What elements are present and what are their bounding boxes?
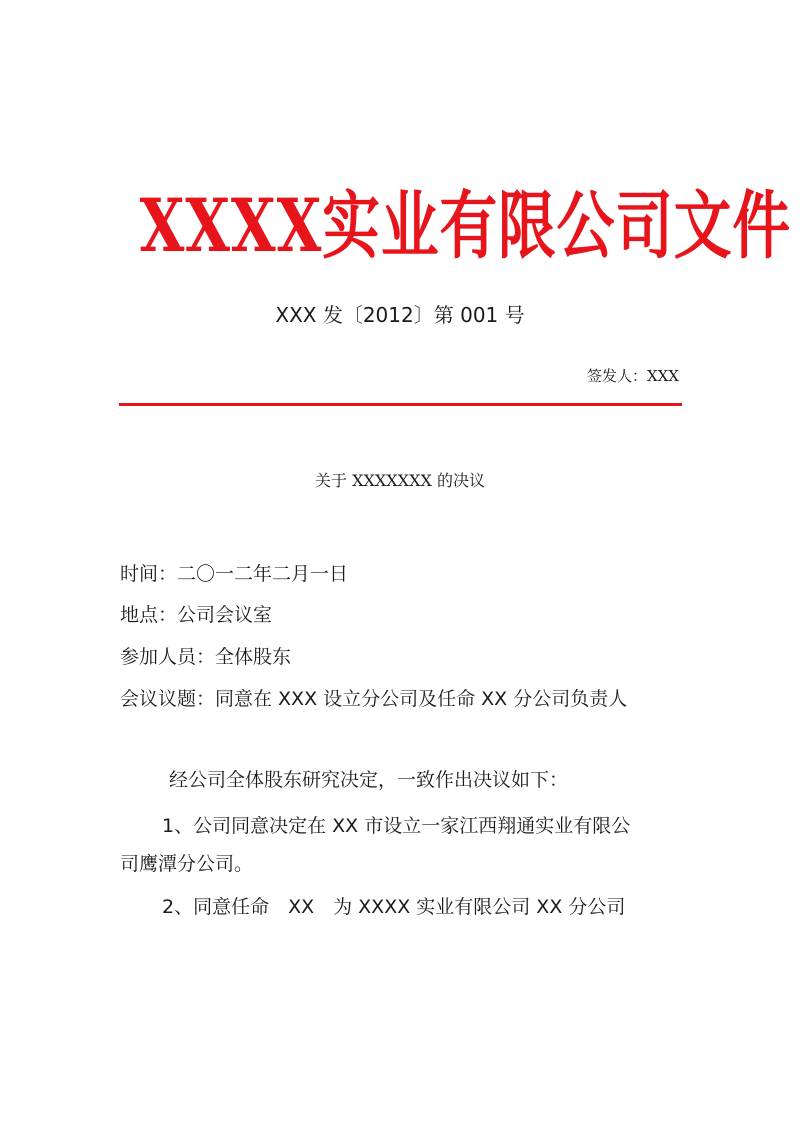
header-red-rule xyxy=(119,403,682,406)
meeting-participants: 参加人员：全体股东 xyxy=(120,646,292,668)
resolution-title: 关于 XXXXXXX 的决议 xyxy=(315,471,485,490)
meeting-topic: 会议议题：同意在 XXX 设立分公司及任命 XX 分公司负责人 xyxy=(120,688,628,710)
resolution-item-1-line-2: 司鹰潭分公司。 xyxy=(120,853,254,875)
resolution-intro: 经公司全体股东研究决定，一致作出决议如下： xyxy=(169,769,569,791)
document-number: XXX 发〔2012〕第 001 号 xyxy=(275,303,525,327)
document-header-title: XXXX实业有限公司文件 xyxy=(139,182,791,269)
resolution-item-2-line-1: 2、同意任命 XX 为 XXXX 实业有限公司 XX 分公司 xyxy=(162,896,626,918)
signer-label: 签发人：XXX xyxy=(586,367,679,385)
resolution-item-1-line-1: 1、公司同意决定在 XX 市设立一家江西翔通实业有限公 xyxy=(162,815,631,837)
meeting-place: 地点：公司会议室 xyxy=(120,604,273,626)
meeting-time: 时间：二〇一二年二月一日 xyxy=(120,563,349,585)
